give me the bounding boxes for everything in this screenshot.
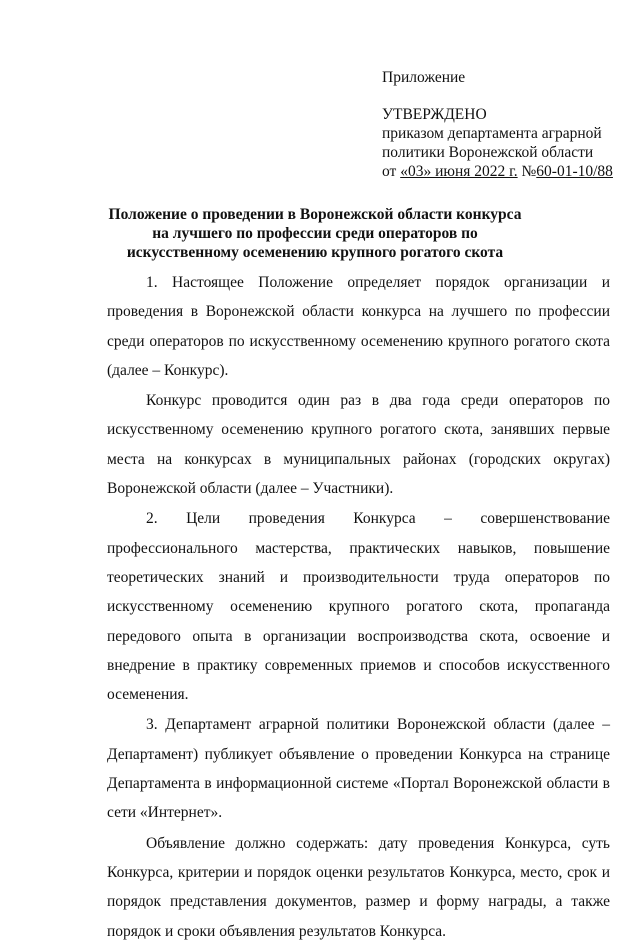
date-prefix: от	[382, 163, 401, 180]
paragraph-1: 1. Настоящее Положение определяет порядок организации и проведения в Воронежской области конкурса на лучшего по профессии среди операторов по искусственному осеменению крупного рогатого скота (далее – Конкурс).	[107, 274, 610, 379]
paragraph-4: 3. Департамент аграрной политики Воронежской области (далее – Департамент) публикует объявление о проведении Конкурса на странице Департамента в информационной системе «Портал Воронежской области в сети «Интернет».	[107, 716, 610, 822]
appendix-label: Приложение	[382, 69, 466, 86]
order-date-line	[382, 162, 622, 181]
paragraph-3: 2. Цели проведения Конкурса – совершенствование профессионального мастерства, практических навыков, повышение теоретических знаний и производительности труда операторов по искусственному осеменению крупного рогатого скота, пропаганда передового опыта в организации воспроизводства скота, освоение и внедрение в практику современных приемов и способов искусственного осеменения.	[107, 510, 610, 704]
paragraph-2: Конкурс проводится один раз в два года среди операторов по искусственному осеменению крупного рогатого скота, занявших первые места на конкурсах в муниципальных районах (городских округах) Воронежской области (далее – Участники).	[107, 392, 610, 498]
paragraph-5: Объявление должно содержать: дату проведения Конкурса, суть Конкурса, критерии и порядок оценки результатов Конкурса, место, срок и порядок представления документов, размер и форму награды, а также порядок и сроки объявления результатов Конкурса.	[107, 834, 610, 940]
approved-label: УТВЕРЖДЕНО	[382, 106, 487, 123]
order-line-1: приказом департамента аграрной	[382, 125, 602, 142]
order-number: 60-01-10/88	[536, 163, 613, 180]
document-title: Положение о проведении в Воронежской области конкурса на лучшего по профессии среди операторов по искусственному осеменению крупного рогатого скота	[108, 206, 522, 261]
number-prefix: №	[517, 163, 537, 180]
order-line-2: политики Воронежской области	[382, 144, 594, 161]
document-body	[107, 268, 610, 946]
order-date: «03» июня 2022 г.	[400, 163, 518, 180]
approval-block	[382, 68, 622, 181]
